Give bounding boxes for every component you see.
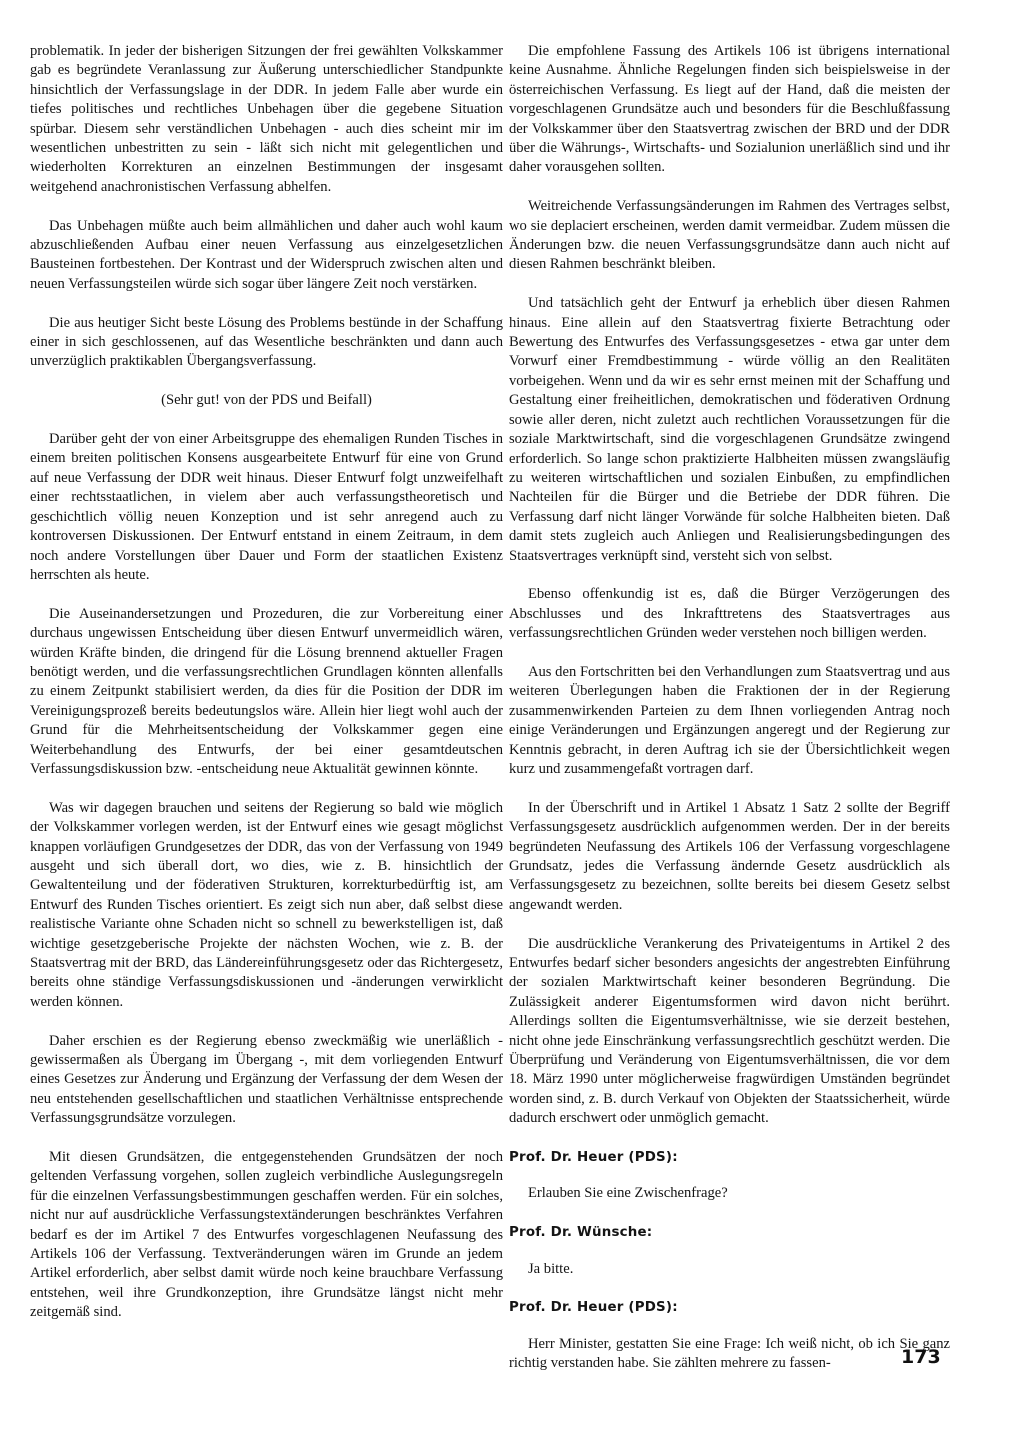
paragraph: Mit diesen Grundsätzen, die entgegenstehenden Grundsätzen der noch geltenden Verfassung vorgehen, sollen zugleich verbindliche Auslegungsregeln für die einzelnen Verfassungsbestimmungen geschaffen werden. Für ein solches, nicht nur auf ausdrückliche Verfassungstextänderungen beschränktes Verfahren bedarf es der im Artikel 7 des Entwurfes vorgeschlagenen Neufassung des Artikels 106 der Verfassung. Textveränderungen wären im Grunde an jedem Artikel erforderlich, aber selbst damit würde noch keine brauchbare Verfassung entstehen, weil ihre Grundkonzeption, ihre Grundsätze längst nicht mehr zeitgemäß sind. <box>30 1149 503 1321</box>
right-column <box>509 42 950 1393</box>
paragraph: Die aus heutiger Sicht beste Lösung des Problems bestünde in der Schaffung einer in sich geschlossenen, auf das Wesentliche beschränkten und dann auch unverzüglich praktikablen Übergangsverfassung. <box>30 314 503 370</box>
speech-text: Erlauben Sie eine Zwischenfrage? <box>527 1185 728 1202</box>
speaker-name: Prof. Dr. Wünsche: <box>509 1225 653 1241</box>
paragraph: Und tatsächlich geht der Entwurf ja erheblich über diesen Rahmen hinaus. Eine allein auf den Staatsvertrag fixierte Betrachtung oder Bewertung des Entwurfes des Verfassungsgesetzes - etwa gar unter dem Vorwurf einer Fremdbestimmung - würde völlig an den Realitäten vorbeigehen. Wenn und da wir es sehr ernst meinen mit der Schaffung und Gestaltung einer freiheitlichen, demokratischen und föderativen Ordnung sowie aller deren, nicht zuletzt auch rechtlichen Voraussetzungen für die soziale Marktwirtschaft, sind die vorgeschlagenen Grundsätze zwingend erforderlich. So lange schon praktizierte Halbheiten müssen zwangsläufig zu weiteren wirtschaftlichen und sozialen Einbußen, zu empfindlichen Nachteilen für die Bürger und die Betriebe der DDR führen. Die Verfassung darf nicht länger Vorwände für solche Halbheiten bieten. Daß damit stets zugleich auch Anliegen und Realisierungsbedingungen des Staatsvertrages verknüpft sind, versteht sich von selbst. <box>509 295 950 564</box>
page-number: 173 <box>901 1346 941 1368</box>
interjection: (Sehr gut! von der PDS und Beifall) <box>161 392 372 409</box>
paragraph: Die empfohlene Fassung des Artikels 106 ist übrigens international keine Ausnahme. Ähnliche Regelungen finden sich beispielsweise in der österreichischen Verfassung. Es liegt auf der Hand, daß die meisten der vorgeschlagenen Grundsätze auch und besonders für die Beschlußfassung der Volkskammer über den Staatsvertrag zwischen der BRD und der DDR über die Währungs-, Wirtschafts- und Sozialunion unerläßlich sind und ihr daher vorausgehen sollten. <box>509 43 950 176</box>
paragraph: Das Unbehagen müßte auch beim allmählichen und daher auch wohl kaum abzuschließenden Aufbau einer neuen Verfassung aus einzelgesetzlichen Bausteinen fortbestehen. Der Kontrast und der Widerspruch zwischen alten und neuen Verfassungsteilen würde sich sogar über längere Zeit noch verstärken. <box>30 217 503 292</box>
left-column <box>30 42 503 1342</box>
paragraph: Die ausdrückliche Verankerung des Privateigentums in Artikel 2 des Entwurfes bedarf sicher besonders angesichts der angestrebten Einführung der sozialen Marktwirtschaft keiner besonderen Begründung. Die Zulässigkeit anderer Eigentumsformen wird davon nicht berührt. Allerdings sollten die Eigentumsverhältnisse, wie sie derzeit bestehen, nicht ohne jede Einschränkung verfassungsrechtlich geschützt werden. Die Überprüfung und Veränderung von Eigentumsverhältnissen, die vor dem 18. März 1990 unter möglicherweise fragwürdigen Umständen begründet worden sind, z. B. durch Verkauf von Objekten der Staatssicherheit, würde dadurch erschwert oder unmöglich gemacht. <box>509 935 950 1127</box>
paragraph: In der Überschrift und in Artikel 1 Absatz 1 Satz 2 sollte der Begriff Verfassungsgesetz ausdrücklich aufgenommen werden. Der in der bereits begründeten Neufassung des Artikels 106 der Verfassung vorgeschlagene Grundsatz, jedes die Verfassung ändernde Gesetz ausdrücklich als Verfassungsgesetz zu bezeichnen, sollte bereits bei diesem Gesetz selbst angewandt werden. <box>509 799 950 913</box>
speech-text: Herr Minister, gestatten Sie eine Frage: Ich weiß nicht, ob ich Sie ganz richtig verstanden habe. Sie zählten mehrere zu fassen- <box>509 1335 950 1372</box>
speaker-name: Prof. Dr. Heuer (PDS): <box>509 1300 678 1316</box>
paragraph: Ebenso offenkundig ist es, daß die Bürger Verzögerungen des Abschlusses und des Inkrafttretens des Staatsvertrages aus verfassungsrechtlichen Gründen weder verstehen noch billigen werden. <box>509 586 950 642</box>
paragraph: Aus den Fortschritten bei den Verhandlungen zum Staatsvertrag und aus weiteren Überlegungen haben die Fraktionen der in der Regierung zusammenwirkenden Parteien zu dem Ihnen vorliegenden Antrag noch einige Veränderungen und Ergänzungen angeregt und der Regierung zur Kenntnis gebracht, in deren Auftrag ich sie der Übersichtlichkeit wegen kurz und zusammengefaßt vortragen darf. <box>509 663 950 777</box>
paragraph: Daher erschien es der Regierung ebenso zweckmäßig wie unerläßlich - gewissermaßen als Übergang im Übergang -, mit dem vorliegenden Entwurf eines Gesetzes zur Änderung und Ergänzung der Verfassung der dem Wesen der neu entstehenden gesellschaftlichen und staatlichen Verhältnisse entsprechende Verfassungsgrundsätze vorzulegen. <box>30 1032 503 1127</box>
speech-text: Ja bitte. <box>527 1260 574 1277</box>
paragraph: Weitreichende Verfassungsänderungen im Rahmen des Vertrages selbst, wo sie deplaciert erscheinen, werden damit vermeidbar. Zudem müssen die Änderungen bzw. die neuen Verfassungsgrundsätze dann auch nicht auf diesen Rahmen beschränkt bleiben. <box>509 198 950 273</box>
paragraph: Die Auseinandersetzungen und Prozeduren, die zur Vorbereitung einer durchaus ungewissen Entscheidung über diesen Entwurf unvermeidlich wären, würden Kräfte binden, die dringend für die Lösung brennend aktueller Fragen benötigt werden, und die verfassungsrechtlichen Grundlagen könnten allenfalls zu einem Zeitpunkt stabilisiert werden, da dies für die Position der DDR im Vereinigungsprozeß bereits bedeutungslos wäre. Allein hier liegt wohl auch der Grund für die Mehrheitsentscheidung der Volkskammer gegen eine Weiterbehandlung des Entwurfs, der bei einer gesamtdeutschen Verfassungsdiskussion bzw. -entscheidung neue Aktualität gewinnen könnte. <box>30 605 503 777</box>
paragraph: Darüber geht der von einer Arbeitsgruppe des ehemaligen Runden Tisches in einem breiten politischen Konsens ausgearbeitete Entwurf für eine von Grund auf neue Verfassung der DDR weit hinaus. Dieser Entwurf folgt unzweifelhaft einer rechtsstaatlichen, in vielem aber auch verfassungstheoretisch und geschichtlich völlig neuen Konzeption und ist sehr anregend auch zu kontroversen Diskussionen. Der Entwurf entstand in einem Zeitraum, in dem noch andere Vorstellungen über Dauer und Form der staatlichen Existenz herrschten als heute. <box>30 431 503 583</box>
paragraph: Was wir dagegen brauchen und seitens der Regierung so bald wie möglich der Volkskammer vorlegen werden, ist der Entwurf eines wie gesagt möglichst knappen vorläufigen Grundgesetzes der DDR, das von der Verfassung von 1949 ausgeht und sich überall dort, wo dies, wie z. B. hinsichtlich der Gewaltenteilung und der föderativen Strukturen, korrekturbedürftig ist, am Entwurf des Runden Tisches orientiert. Es zeigt sich nun aber, daß selbst diese realistische Variante ohne Schaden nicht so schnell zu bewerkstelligen ist, daß wichtige gesetzgeberische Projekte der nächsten Wochen, wie z. B. der Staatsvertrag mit der BRD, das Ländereinführungsgesetz oder das Richtergesetz, bereits ohne ständige Verfassungsdiskussionen und -änderungen verwirklicht werden können. <box>30 799 503 1010</box>
speaker-name: Prof. Dr. Heuer (PDS): <box>509 1150 678 1166</box>
paragraph-continuation: problematik. In jeder der bisherigen Sitzungen der frei gewählten Volkskammer gab es begründete Veranlassung zur Äußerung unterschiedlicher Standpunkte hinsichtlich der Verfassungslage in der DDR. In jedem Falle aber wurde ein tiefes politisches und rechtliches Unbehagen über die gegebene Situation spürbar. Diesem sehr verständlichen Unbehagen - auch dies scheint mir im wesentlichen unbestritten zu sein - läßt sich nicht mit gelegentlichen und wiederholten Korrekturen an einzelnen Bestimmungen der insgesamt weitgehend anachronistischen Verfassung abhelfen. <box>30 43 503 195</box>
